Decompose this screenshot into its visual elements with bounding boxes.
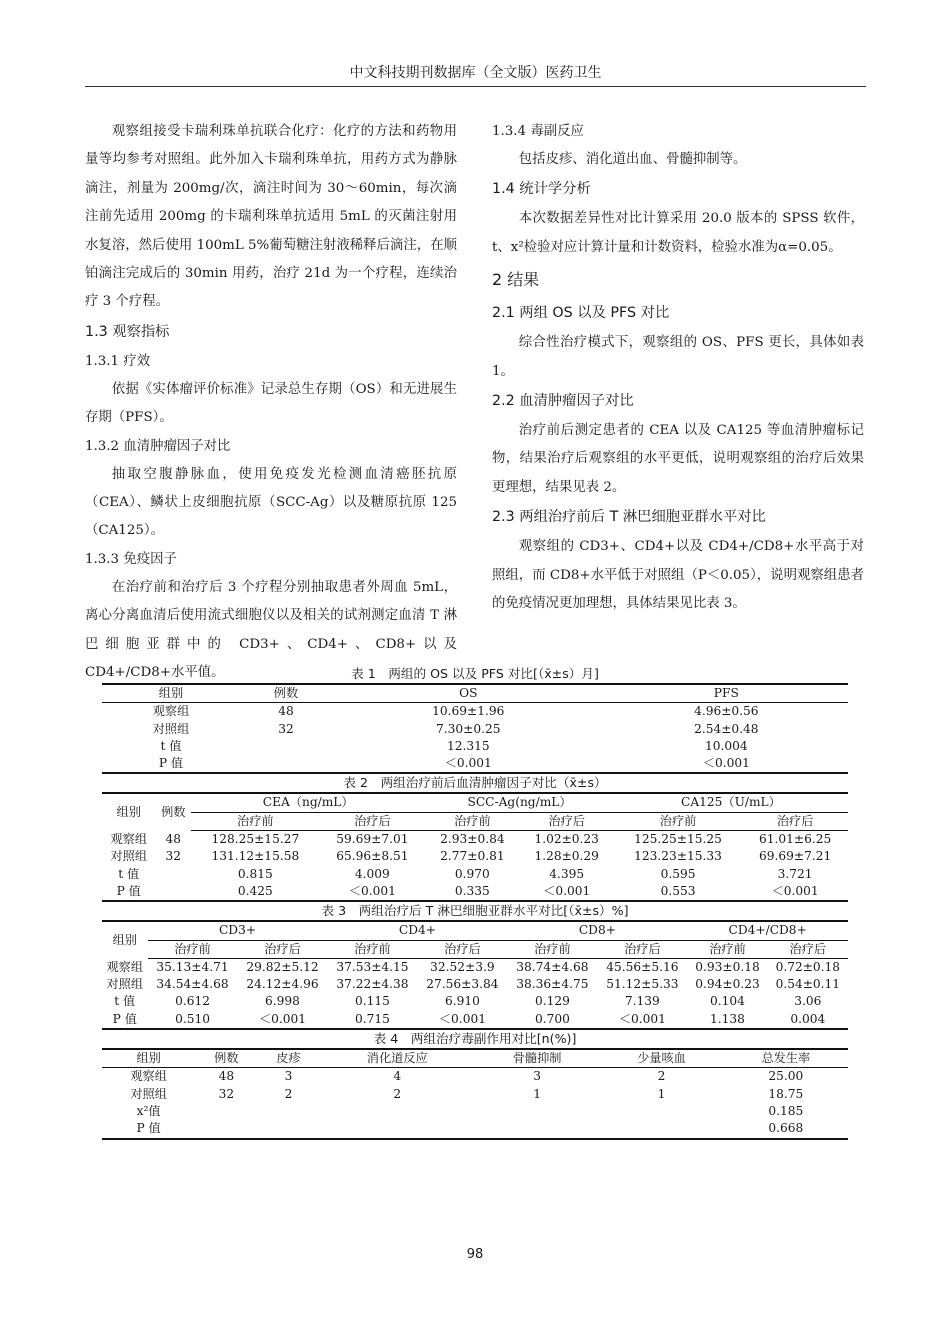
table-cell: 6.998 <box>265 994 300 1009</box>
table-row <box>102 848 848 865</box>
table-cell: 1.28±0.29 <box>534 849 599 864</box>
table-cell: 125.25±15.25 <box>634 832 722 847</box>
heading-1-4: 1.4 统计学分析 <box>492 181 591 198</box>
paragraph-t-cells: 观察组的 CD3+、CD4+以及 CD4+/CD8+水平高于对照组，而 CD8+水平低于对照组（P＜0.05），说明观察组患者的免疫情况更加理想，具体结果见比表 3。 <box>492 539 864 612</box>
table-cell: 0.115 <box>355 994 390 1009</box>
table1 <box>102 683 848 774</box>
journal-header: 中文科技期刊数据库（全文版）医药卫生 <box>349 65 602 81</box>
table-cell: 2 <box>657 1069 666 1084</box>
table-cell: 4.96±0.56 <box>694 704 759 719</box>
table-cell: 34.54±4.68 <box>156 977 229 992</box>
heading-1-3-2: 1.3.2 血清肿瘤因子对比 <box>85 438 231 454</box>
heading-1-3-1: 1.3.1 疗效 <box>85 353 151 369</box>
heading-1-3: 1.3 观察指标 <box>85 323 170 340</box>
table-cell: 37.53±4.15 <box>336 959 409 974</box>
t4-h: 消化道反应 <box>320 1049 475 1068</box>
table-cell: 0.553 <box>614 883 742 901</box>
table-cell: 32 <box>218 1086 235 1101</box>
table-cell <box>320 1120 475 1138</box>
t2-sub: 治疗后 <box>320 812 426 830</box>
table-cell <box>257 1120 319 1138</box>
table-cell: 7.30±0.25 <box>436 721 501 736</box>
table-cell: 观察组 <box>152 704 190 719</box>
right-column <box>492 118 864 618</box>
table-cell: ＜0.001 <box>320 883 426 901</box>
table-row <box>102 976 848 993</box>
table-cell: 0.94±0.23 <box>695 977 760 992</box>
table-cell: 0.425 <box>191 883 319 901</box>
table1-body <box>102 703 848 774</box>
table-row <box>102 831 848 849</box>
heading-2-1: 2.1 两组 OS 以及 PFS 对比 <box>492 305 670 322</box>
table-cell: x²值 <box>136 1103 161 1118</box>
t2-col-cea: CEA（ng/mL） <box>191 793 425 812</box>
table-cell: 对照组 <box>130 1086 167 1101</box>
table-cell: 61.01±6.25 <box>758 832 832 847</box>
table-row <box>102 883 848 901</box>
table-cell: 0.93±0.18 <box>695 959 760 974</box>
table1-caption: 表 1 两组的 OS 以及 PFS 对比[（x̄±s）月] <box>351 666 599 681</box>
t1-h3: PFS <box>605 684 848 703</box>
t3-sub: 治疗后 <box>768 940 848 958</box>
table-cell: 2.54±0.48 <box>694 721 759 736</box>
table-cell: 1 <box>657 1086 666 1101</box>
t4-h: 少量咳血 <box>599 1049 723 1068</box>
table-cell: 4.395 <box>549 866 585 881</box>
table-cell: 6.910 <box>444 994 480 1009</box>
table-cell: 65.96±8.51 <box>336 849 409 864</box>
table-cell <box>257 1103 319 1120</box>
table-cell <box>195 1120 257 1138</box>
table-cell: ＜0.001 <box>605 755 848 773</box>
paragraph-adverse: 包括皮疹、消化道出血、骨髓抑制等。 <box>518 152 747 167</box>
t3-sub: 治疗后 <box>597 940 687 958</box>
table-cell: 10.69±1.96 <box>432 704 505 719</box>
table-cell: 0.335 <box>425 883 519 901</box>
table-cell: 37.22±4.38 <box>336 977 409 992</box>
heading-2-2: 2.2 血清肿瘤因子对比 <box>492 393 634 410</box>
table-cell: 4.009 <box>354 866 390 881</box>
table-cell: 4 <box>393 1069 402 1084</box>
table-cell: 10.004 <box>704 738 748 753</box>
table-cell: 0.104 <box>710 994 745 1009</box>
t4-h: 组别 <box>102 1049 195 1068</box>
table-row <box>102 755 848 773</box>
table-row <box>102 1068 848 1086</box>
table-cell: ＜0.001 <box>332 755 605 773</box>
table-row <box>102 1086 848 1103</box>
table-cell: 3.06 <box>794 994 822 1009</box>
table-cell: 18.75 <box>768 1086 804 1101</box>
table-row <box>102 721 848 738</box>
table-row <box>102 1103 848 1120</box>
table-cell: 对照组 <box>152 721 190 736</box>
table-cell: P 值 <box>102 883 155 901</box>
t3-sub: 治疗前 <box>687 940 767 958</box>
table-cell: 48 <box>218 1069 235 1084</box>
table-cell: 24.12±4.96 <box>246 977 319 992</box>
paragraph-serum: 治疗前后测定患者的 CEA 以及 CA125 等血清肿瘤标记物，结果治疗后观察组的水平更低，说明观察组的治疗后效果更理想，结果见表 2。 <box>492 423 864 495</box>
table-cell: 3.721 <box>777 866 813 881</box>
paragraph-os-pfs: 综合性治疗模式下，观察组的 OS、PFS 更长，具体如表 1。 <box>492 335 864 379</box>
table2-body <box>102 831 848 902</box>
t2-col-scc: SCC-Ag(ng/mL） <box>425 793 614 812</box>
table-cell: 38.36±4.75 <box>516 977 589 992</box>
table-cell: 3 <box>533 1069 542 1084</box>
t2-sub: 治疗后 <box>742 812 848 830</box>
table-cell: 2 <box>393 1086 402 1101</box>
t3-sub: 治疗前 <box>148 940 238 958</box>
t4-h: 例数 <box>195 1049 257 1068</box>
table-cell: 59.69±7.01 <box>336 832 409 847</box>
table-cell: 1.02±0.23 <box>534 832 599 847</box>
table-cell: 27.56±3.84 <box>426 977 499 992</box>
table3-caption: 表 3 两组治疗后 T 淋巴细胞亚群水平对比[（x̄±s）%] <box>321 903 629 919</box>
table-cell: 0.700 <box>507 1011 597 1029</box>
t4-h: 总发生率 <box>724 1049 848 1068</box>
table-cell: 0.510 <box>148 1011 238 1029</box>
table-cell: 51.12±5.33 <box>606 977 679 992</box>
table-cell: P 值 <box>102 755 240 773</box>
table-cell: 2.93±0.84 <box>440 832 505 847</box>
table-row <box>102 703 848 721</box>
table-cell: 12.315 <box>446 738 490 753</box>
page-number: 98 <box>466 1247 484 1262</box>
paragraph-statistics: 本次数据差异性对比计算采用 20.0 版本的 SPSS 软件，t、x²检验对应计算计量和计数资料，检验水准为α=0.05。 <box>492 211 864 255</box>
table3 <box>102 920 848 1030</box>
table-cell: 0.612 <box>175 994 210 1009</box>
t2-sub: 治疗前 <box>614 812 742 830</box>
table3-body <box>102 958 848 1029</box>
table-row <box>102 993 848 1010</box>
t3-col-ratio: CD4+/CD8+ <box>687 921 848 940</box>
tables-area <box>102 665 848 1140</box>
table-cell: 0.970 <box>454 866 490 881</box>
table-cell: 0.715 <box>327 1011 417 1029</box>
t1-h2: OS <box>332 684 605 703</box>
table-cell: 0.54±0.11 <box>775 977 841 992</box>
t3-col-cd4: CD4+ <box>327 921 507 940</box>
paragraph-efficacy: 依据《实体瘤评价标准》记录总生存期（OS）和无进展生存期（PFS）。 <box>85 381 457 426</box>
paragraph-drug-method: 观察组接受卡瑞利珠单抗联合化疗：化疗的方法和药物用量等均参考对照组。此外加入卡瑞利珠单抗，用药方式为静脉滴注，剂量为 200mg/次，滴注时间为 30～60min，每次滴注前先适用 200mg 的卡瑞利珠单抗适用 5mL 的灭菌注射用水复溶，然后使用 100mL 5%葡萄糖注射液稀释后滴注，在顺铂滴注完成后的 30min 用药，治疗 21d 为一个疗程，连续治疗 3 个疗程。 <box>85 124 457 310</box>
table-cell: 观察组 <box>130 1069 167 1084</box>
table-cell: 0.668 <box>724 1120 848 1138</box>
table-cell: 对照组 <box>110 849 148 864</box>
table-cell: 1.138 <box>687 1011 767 1029</box>
table-cell: ＜0.001 <box>742 883 848 901</box>
table-row <box>102 958 848 976</box>
table-cell: 131.12±15.58 <box>211 849 300 864</box>
t3-col-cd8: CD8+ <box>507 921 687 940</box>
t2-group: 组别 <box>102 793 155 830</box>
table-cell: t 值 <box>160 738 182 753</box>
table-cell: 32 <box>165 849 182 864</box>
t3-sub: 治疗前 <box>327 940 417 958</box>
table-cell: ＜0.001 <box>417 1011 507 1029</box>
table-cell: 123.23±15.33 <box>634 849 722 864</box>
t4-h: 骨髓抑制 <box>475 1049 599 1068</box>
table-cell: 0.129 <box>534 994 570 1009</box>
t3-sub: 治疗后 <box>238 940 328 958</box>
table-cell: ＜0.001 <box>238 1011 328 1029</box>
table-cell: t 值 <box>118 866 140 881</box>
table-cell: t 值 <box>114 994 136 1009</box>
table-cell <box>155 866 191 883</box>
heading-1-3-3: 1.3.3 免疫因子 <box>85 551 177 567</box>
table2 <box>102 792 848 902</box>
table-cell: 0.815 <box>237 866 273 881</box>
table-cell: 0.004 <box>768 1011 848 1029</box>
t4-h: 皮疹 <box>257 1049 319 1068</box>
header-rule <box>85 86 866 87</box>
table-cell: 观察组 <box>110 831 148 846</box>
table-cell: 32.52±3.9 <box>430 959 495 974</box>
table-cell: 38.74±4.68 <box>516 959 589 974</box>
t2-sub: 治疗前 <box>191 812 319 830</box>
table4-caption: 表 4 两组治疗毒副作用对比[n(%)] <box>373 1031 577 1047</box>
table-cell: 对照组 <box>106 977 144 992</box>
t2-col-ca125: CA125（U/mL） <box>614 793 848 812</box>
table-cell: P 值 <box>102 1011 148 1029</box>
t2-n: 例数 <box>155 793 191 830</box>
table-cell: 45.56±5.16 <box>606 959 679 974</box>
t3-group: 组别 <box>102 921 148 958</box>
t3-sub: 治疗后 <box>417 940 507 958</box>
table2-caption: 表 2 两组治疗前后血清肿瘤因子对比（x̄±s） <box>343 775 607 791</box>
table-cell: 0.595 <box>660 866 696 881</box>
table-row <box>102 1011 848 1029</box>
table-cell: 25.00 <box>768 1069 804 1084</box>
table-cell: P 值 <box>102 1120 195 1138</box>
t2-sub: 治疗后 <box>520 812 614 830</box>
table-cell: 48 <box>165 831 182 846</box>
table-cell <box>599 1120 723 1138</box>
table-cell: 1 <box>533 1086 542 1101</box>
t1-h1: 例数 <box>240 684 332 703</box>
table-cell: ＜0.001 <box>520 883 614 901</box>
table-cell: 2 <box>284 1086 293 1101</box>
paragraph-tumor-markers: 抽取空腹静脉血，使用免疫发光检测血清癌胚抗原（CEA）、鳞状上皮细胞抗原（SCC-Ag）以及糖原抗原 125（CA125）。 <box>85 466 457 539</box>
table4-body <box>102 1068 848 1139</box>
table-cell: 128.25±15.27 <box>211 832 300 847</box>
table-cell: 3 <box>284 1069 293 1084</box>
table-row <box>102 738 848 755</box>
table-cell <box>599 1103 723 1120</box>
paragraph-immune: 在治疗前和治疗后 3 个疗程分别抽取患者外周血 5mL，离心分离血清后使用流式细胞仪以及相关的试剂测定血清 T 淋巴细胞亚群中的 CD3+、CD4+、CD8+以及 CD4+/CD8+水平值。 <box>85 579 457 681</box>
table-cell <box>240 755 332 773</box>
heading-2-3: 2.3 两组治疗前后 T 淋巴细胞亚群水平对比 <box>492 509 766 526</box>
t3-col-cd3: CD3+ <box>148 921 328 940</box>
table-cell: ＜0.001 <box>597 1011 687 1029</box>
table-cell <box>195 1103 257 1120</box>
table-row <box>102 866 848 883</box>
table-cell <box>475 1120 599 1138</box>
table-row <box>102 1120 848 1138</box>
table-cell: 35.13±4.71 <box>156 959 229 974</box>
table-cell <box>155 883 191 901</box>
table-cell: 0.185 <box>768 1103 804 1118</box>
t1-h0: 组别 <box>102 684 240 703</box>
left-column <box>85 118 457 688</box>
table-cell <box>240 738 332 755</box>
table-cell: 7.139 <box>624 994 660 1009</box>
t3-sub: 治疗前 <box>507 940 597 958</box>
table-cell: 29.82±5.12 <box>246 959 319 974</box>
heading-1-3-4: 1.3.4 毒副反应 <box>492 124 584 139</box>
table-cell: 69.69±7.21 <box>758 849 832 864</box>
table-cell <box>320 1103 475 1120</box>
table4 <box>102 1048 848 1139</box>
table-cell: 观察组 <box>106 959 144 974</box>
table-cell <box>475 1103 599 1120</box>
table-cell: 32 <box>278 721 294 736</box>
table-cell: 2.77±0.81 <box>440 849 505 864</box>
heading-2: 2 结果 <box>492 270 540 290</box>
t2-sub: 治疗前 <box>425 812 519 830</box>
table-cell: 0.72±0.18 <box>775 959 841 974</box>
table-cell: 48 <box>278 704 294 719</box>
